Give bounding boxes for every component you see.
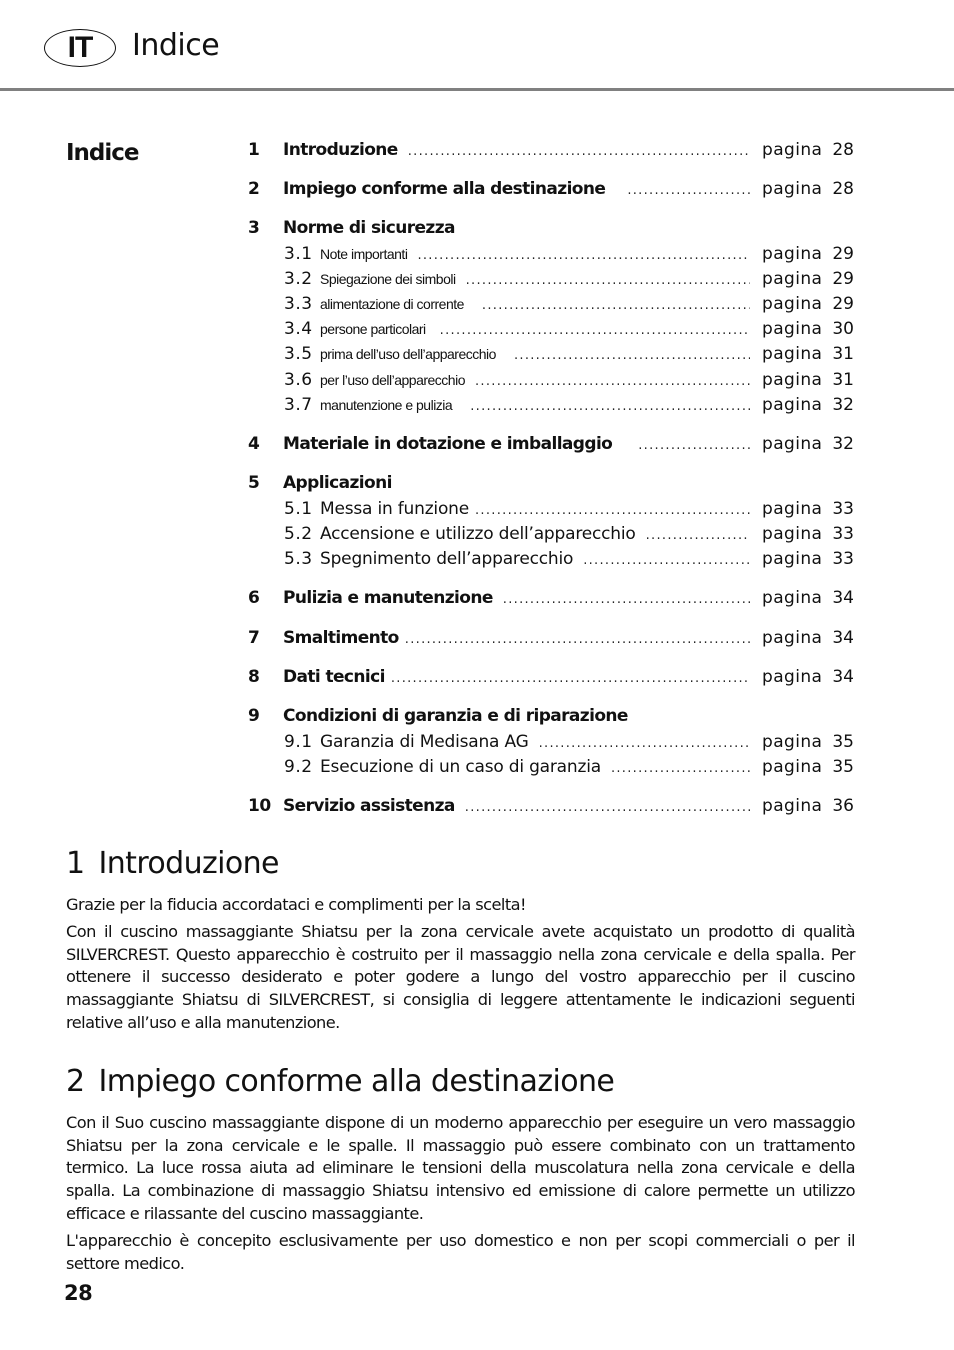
toc-entry-3-1[interactable] (248, 244, 854, 266)
toc-page-number: 34 (832, 628, 854, 648)
toc-entry-title: persone particolari (320, 321, 426, 337)
section-title-text: Impiego conforme alla destinazione (98, 1064, 615, 1099)
toc-entry-9-1[interactable] (248, 732, 854, 754)
toc-page-label: pagina (762, 524, 823, 544)
toc-page-label: pagina (762, 294, 823, 314)
language-badge: IT (44, 29, 116, 67)
leader-dots (638, 438, 750, 453)
toc-entry-5-2[interactable] (248, 524, 854, 546)
toc-entry-10[interactable] (248, 796, 854, 818)
page-header (0, 0, 954, 90)
toc-page-label: pagina (762, 370, 823, 390)
leader-dots (475, 503, 750, 518)
toc-page-number: 34 (832, 588, 854, 608)
page-number: 28 (64, 1281, 93, 1305)
toc-entry-title: Note importanti (320, 246, 408, 262)
toc-page-number: 32 (832, 434, 854, 454)
toc-page-number: 28 (832, 140, 854, 160)
toc-entry-title: manutenzione e pulizia (320, 397, 453, 413)
toc-page-number: 30 (832, 319, 854, 339)
toc-page-number: 28 (832, 179, 854, 199)
toc-page-label: pagina (762, 244, 823, 264)
toc-page-number: 36 (832, 796, 854, 816)
toc-entry-title: Servizio assistenza (283, 796, 455, 816)
leader-dots (405, 632, 750, 647)
toc-entry-1[interactable] (248, 140, 854, 162)
toc-entry-number: 5 (248, 473, 260, 493)
toc-entry-title: Dati tecnici (283, 667, 385, 687)
leader-dots (440, 323, 750, 338)
toc-entry-number: 5.3 (284, 549, 313, 569)
toc-entry-number: 8 (248, 667, 260, 687)
leader-dots (611, 761, 750, 776)
toc-entry-3[interactable] (248, 218, 854, 240)
toc-entry-number: 5.2 (284, 524, 313, 544)
toc-entry-number: 3 (248, 218, 260, 238)
toc-entry-9[interactable] (248, 706, 854, 728)
leader-dots (646, 528, 750, 543)
toc-page-label: pagina (762, 140, 823, 160)
toc-entry-number: 5.1 (284, 499, 313, 519)
toc-entry-title: per l’uso dell’apparecchio (320, 372, 465, 388)
toc-entry-number: 9.2 (284, 757, 313, 777)
toc-page-label: pagina (762, 179, 823, 199)
section-2-paragraph-1: Con il Suo cuscino massaggiante dispone di un moderno apparecchio per eseguire un vero massaggio Shiatsu per la zona cervicale e le spalle. Il massaggio può essere combinato con un trattamento termico. La luce rossa aiuta ad eliminare le tensioni della muscolatura nella zona cervicale e della spalla. La combinazione di massaggio Shiatsu intensivo ed emissione di calore permette un utilizzo efficace e rilassante del cuscino massaggiante. (66, 1113, 855, 1223)
section-1-title (66, 846, 279, 881)
toc-page-number: 33 (832, 499, 854, 519)
toc-page-number: 29 (832, 269, 854, 289)
toc-entry-2[interactable] (248, 179, 854, 201)
toc-page-label: pagina (762, 434, 823, 454)
toc-entry-title: Condizioni di garanzia e di riparazione (283, 706, 628, 726)
section-title-text: Introduzione (98, 846, 279, 881)
toc-entry-number: 6 (248, 588, 260, 608)
toc-heading: Indice (66, 140, 139, 166)
toc-entry-title: Smaltimento (283, 628, 399, 648)
toc-entry-3-4[interactable] (248, 319, 854, 341)
toc-page-label: pagina (762, 757, 823, 777)
section-number: 1 (66, 846, 85, 881)
toc-entry-3-3[interactable] (248, 294, 854, 316)
toc-page-label: pagina (762, 549, 823, 569)
section-1-paragraph-1: Grazie per la fiducia accordataci e complimenti per la scelta! (66, 895, 526, 914)
toc-entry-number: 3.4 (284, 319, 313, 339)
toc-page-number: 35 (832, 757, 854, 777)
toc-page-label: pagina (762, 588, 823, 608)
toc-entry-title: Pulizia e manutenzione (283, 588, 493, 608)
toc-page-label: pagina (762, 499, 823, 519)
toc-entry-title: Norme di sicurezza (283, 218, 455, 238)
toc-entry-5[interactable] (248, 473, 854, 495)
toc-entry-6[interactable] (248, 588, 854, 610)
toc-entry-number: 9 (248, 706, 260, 726)
header-title: Indice (132, 28, 220, 63)
section-2-paragraph-2: L'apparecchio è concepito esclusivamente per uso domestico e non per scopi commerciali o per il settore medico. (66, 1231, 855, 1273)
toc-page-label: pagina (762, 628, 823, 648)
toc-page-label: pagina (762, 344, 823, 364)
leader-dots (417, 248, 750, 263)
toc-entry-title: prima dell’uso dell’apparecchio (320, 346, 496, 362)
leader-dots (475, 374, 750, 389)
toc-page-number: 34 (832, 667, 854, 687)
section-2-title (66, 1064, 614, 1099)
toc-entry-number: 3.5 (284, 344, 313, 364)
toc-entry-title: Garanzia di Medisana AG (320, 732, 529, 752)
toc-entry-title: Materiale in dotazione e imballaggio (283, 434, 613, 454)
leader-dots (627, 183, 750, 198)
toc-entry-5-3[interactable] (248, 549, 854, 571)
toc-entry-4[interactable] (248, 434, 854, 456)
header-divider (0, 88, 954, 91)
toc-page-label: pagina (762, 667, 823, 687)
toc-entry-title: Spegnimento dell’apparecchio (320, 549, 574, 569)
toc-entry-title: Applicazioni (283, 473, 392, 493)
toc-entry-title: Impiego conforme alla destinazione (283, 179, 606, 199)
toc-page-number: 33 (832, 549, 854, 569)
leader-dots (514, 348, 750, 363)
section-number: 2 (66, 1064, 85, 1099)
toc-entry-number: 2 (248, 179, 260, 199)
toc-entry-5-1[interactable] (248, 499, 854, 521)
toc-entry-number: 1 (248, 140, 260, 160)
toc-entry-title: Introduzione (283, 140, 398, 160)
toc-entry-3-6[interactable] (248, 370, 854, 392)
toc-entry-title: alimentazione di corrente (320, 296, 464, 312)
toc-entry-title: Spiegazione dei simboli (320, 271, 456, 287)
leader-dots (583, 553, 750, 568)
toc-page-number: 31 (832, 344, 854, 364)
leader-dots (466, 273, 750, 288)
toc-entry-number: 7 (248, 628, 260, 648)
leader-dots (408, 144, 750, 159)
toc-entry-number: 10 (248, 796, 271, 816)
toc-entry-8[interactable] (248, 667, 854, 689)
leader-dots (391, 671, 750, 686)
toc-page-number: 32 (832, 395, 854, 415)
toc-entry-title: Messa in funzione (320, 499, 469, 519)
leader-dots (465, 800, 750, 815)
toc-page-label: pagina (762, 319, 823, 339)
toc-entry-number: 3.2 (284, 269, 313, 289)
toc-page-number: 31 (832, 370, 854, 390)
leader-dots (503, 592, 750, 607)
toc-entry-title: Esecuzione di un caso di garanzia (320, 757, 601, 777)
toc-entry-number: 4 (248, 434, 260, 454)
toc-entry-number: 3.6 (284, 370, 313, 390)
toc-entry-7[interactable] (248, 628, 854, 650)
toc-entry-9-2[interactable] (248, 757, 854, 779)
toc-entry-3-2[interactable] (248, 269, 854, 291)
leader-dots (539, 736, 750, 751)
toc-entry-3-7[interactable] (248, 395, 854, 417)
toc-entry-title: Accensione e utilizzo dell’apparecchio (320, 524, 636, 544)
toc-entry-number: 3.7 (284, 395, 313, 415)
toc-page-number: 33 (832, 524, 854, 544)
toc-page-number: 29 (832, 244, 854, 264)
toc-entry-number: 3.1 (284, 244, 313, 264)
toc-entry-number: 3.3 (284, 294, 313, 314)
toc-page-number: 35 (832, 732, 854, 752)
toc-page-label: pagina (762, 732, 823, 752)
leader-dots (482, 298, 750, 313)
toc-entry-number: 9.1 (284, 732, 313, 752)
toc-page-number: 29 (832, 294, 854, 314)
toc-page-label: pagina (762, 796, 823, 816)
section-1-paragraph-2: Con il cuscino massaggiante Shiatsu per la zona cervicale avete acquistato un prodotto di qualità SILVERCREST. Questo apparecchio è costruito per il massaggio nella zona cervicale e della spalla. Per ottenere il successo desiderato e poter godere a lungo del vostro apparecchio per il cuscino massaggiante Shiatsu di SILVERCREST, si consiglia di leggere attentamente le indicazioni seguenti relative all’uso e alla manutenzione. (66, 922, 855, 1032)
toc-page-label: pagina (762, 395, 823, 415)
leader-dots (470, 399, 750, 414)
toc-page-label: pagina (762, 269, 823, 289)
toc-entry-3-5[interactable] (248, 344, 854, 366)
